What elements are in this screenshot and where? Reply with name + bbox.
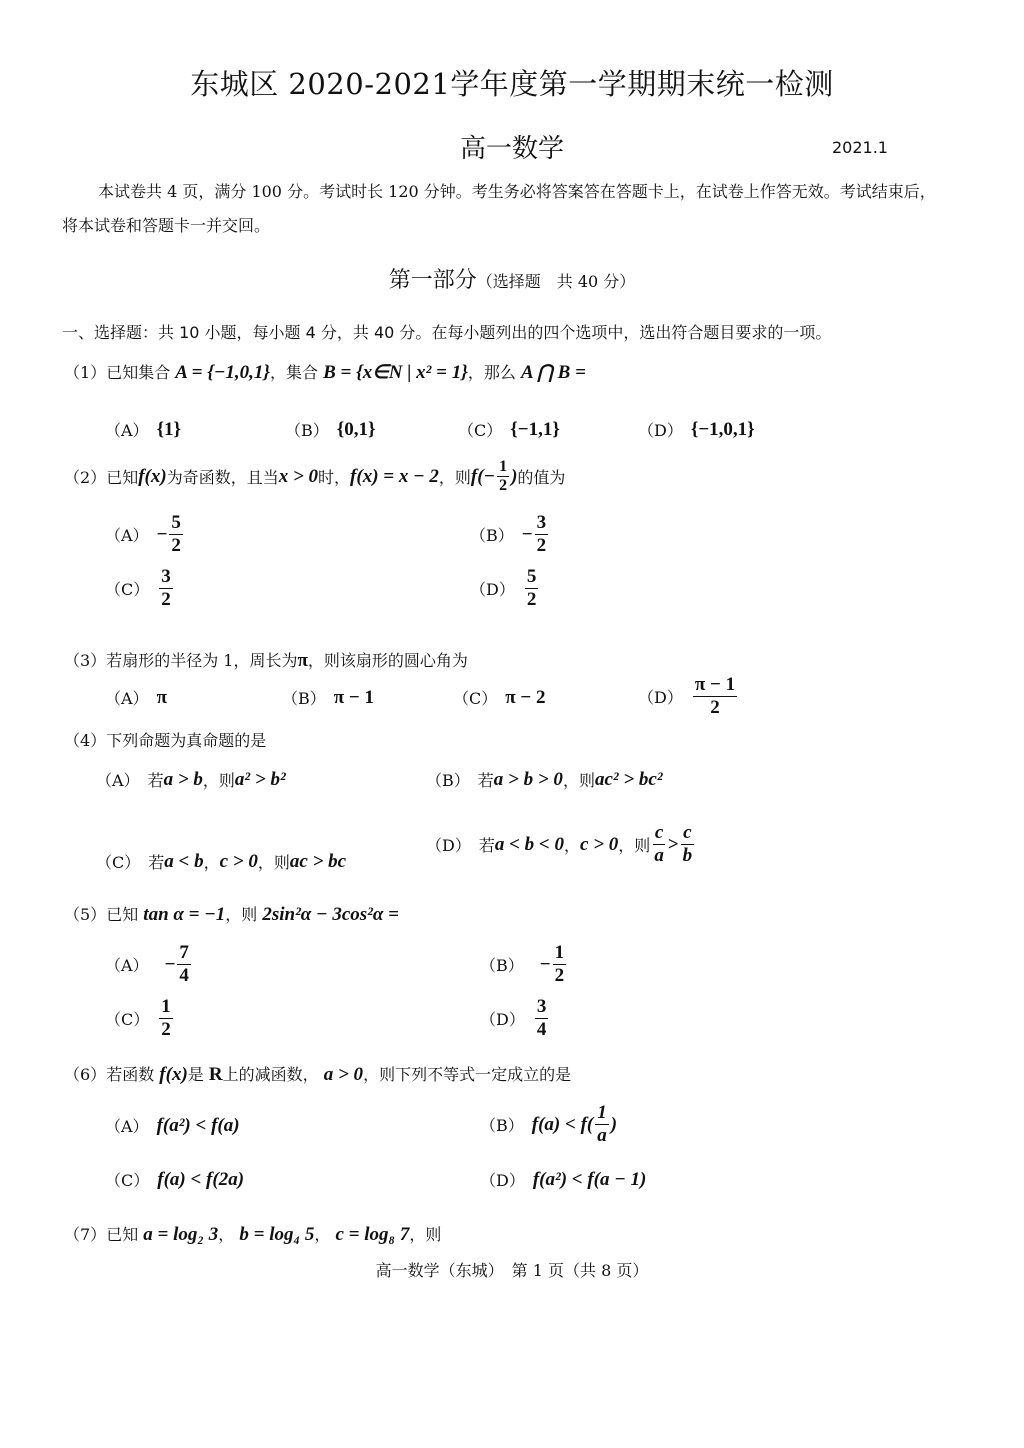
option-label: （A） [96,771,140,790]
q6-option-a[interactable] [105,1114,240,1137]
question-text: 已知 [106,468,139,487]
conclusion: ac > bc [289,850,347,872]
fraction [525,566,539,611]
part-heading [0,263,1024,294]
denominator: 2 [499,477,508,494]
part-note: （选择题 共 40 分） [476,272,636,291]
option-label: （C） [105,1010,150,1029]
option-text: 若 [148,853,165,872]
option-label: （D） [638,421,683,440]
denominator: 2 [710,697,720,718]
question-text: 是 [187,1065,204,1084]
q1-option-c[interactable] [458,418,560,441]
sign: − [521,523,533,545]
q4-option-b[interactable] [426,768,663,791]
part-title: 第一部分 [388,268,477,293]
question-6 [64,1062,571,1086]
fraction [535,512,549,557]
question-text: ，则 [409,1225,442,1244]
option-value: f(a²) < f(a − 1) [532,1168,647,1190]
option-value: ) [610,1113,618,1135]
q2-option-c[interactable] [105,566,175,611]
q2-option-d[interactable] [470,566,540,611]
premise: a < b [164,850,204,872]
conclusion: ac² > bc² [594,768,663,790]
intersection-expr: A ⋂ B = [520,362,586,383]
greater-than: > [667,833,679,855]
value-a: a = log₂ 3 [143,1224,219,1245]
q1-option-b[interactable] [285,418,376,441]
call-suffix: ) [511,465,518,487]
question-1 [64,360,586,384]
option-value: π [156,686,167,708]
q3-option-b[interactable] [282,686,374,709]
q4-option-a[interactable] [96,768,286,791]
option-label: （D） [480,1171,525,1190]
denominator: 4 [536,1019,547,1040]
question-text: 已知集合 [106,363,171,382]
question-text: ，则下列不等式一定成立的是 [363,1065,572,1084]
question-number: （4） [64,731,107,750]
question-number: （3） [64,651,107,670]
denominator: 2 [554,965,565,986]
option-label: （A） [105,689,149,708]
question-text: ，则 [225,905,258,924]
option-label: （A） [105,526,149,545]
numerator: 5 [526,566,537,587]
option-text: 若 [147,771,164,790]
denominator: 2 [161,1019,171,1040]
q1-option-a[interactable] [105,418,181,441]
value-c: c = log₈ 7 [335,1224,410,1245]
q6-option-c[interactable] [105,1168,244,1191]
question-text: 时， [318,468,351,487]
question-text: 为奇函数，且当 [166,468,279,487]
section-heading: 一、选择题：共 10 小题，每小题 4 分，共 40 分。在每小题列出的四个选项中，选出符合题目要求的一项。 [62,323,832,342]
denominator: 2 [536,535,547,556]
function-f: f(x) [159,1064,188,1085]
option-label: （B） [470,526,514,545]
numerator: 7 [179,942,189,963]
fraction [652,822,666,867]
fraction [693,674,737,719]
question-text: 若函数 [106,1065,155,1084]
option-value: π − 2 [505,686,546,708]
denominator: 2 [526,589,537,610]
numerator: 3 [536,512,547,533]
fraction [535,996,549,1041]
q6-option-b[interactable] [480,1102,617,1147]
option-text: 若 [477,771,494,790]
function-definition: f(x) = x − 2 [350,465,439,487]
option-label: （C） [453,689,498,708]
question-text: 已知 [106,1225,139,1244]
question-text: ，则该扇形的圆心角为 [307,651,468,670]
call-prefix: f(− [470,465,496,487]
option-label: （C） [105,580,150,599]
option-value: {1} [156,418,182,440]
premise: c > 0 [219,850,258,872]
option-value: {−1,1} [510,418,560,440]
q3-option-d[interactable] [638,674,739,719]
question-text: 的值为 [517,468,566,487]
question-7 [64,1222,441,1246]
q6-option-d[interactable] [480,1168,646,1191]
option-label: （A） [105,421,149,440]
option-text: 若 [478,836,495,855]
premise: a > b [163,768,203,790]
q2-option-b[interactable] [470,512,550,557]
fraction [159,996,173,1041]
numerator: c [683,822,692,843]
sign: − [164,953,176,975]
option-label: （B） [480,956,524,975]
expression: 2sin²α − 3cos²α = [262,904,399,925]
option-label: （A） [105,956,149,975]
numerator: 1 [597,1102,607,1123]
option-label: （C） [105,1171,150,1190]
intro-paragraph: 本试卷共 4 页，满分 100 分。考试时长 120 分钟。考生务必将答案答在答题卡上，在试卷上作答无效。考试结束后，将本试卷和答题卡一并交回。 [62,182,936,235]
option-value: {−1,0,1} [690,418,755,440]
numerator: 1 [554,942,565,963]
option-value: f(a) < f(2a) [157,1168,245,1190]
q5-option-d[interactable] [480,996,550,1041]
sign: − [156,523,168,545]
question-text: ，则 [438,468,471,487]
q4-option-c[interactable] [96,850,346,873]
numerator: 1 [499,458,508,475]
numerator: 1 [161,996,171,1017]
option-label: （B） [480,1116,524,1135]
fraction [595,1102,609,1147]
option-value: f(a²) < f(a) [156,1114,240,1136]
subject-title: 高一数学 [459,134,564,164]
denominator: 2 [171,535,181,556]
option-label: （D） [638,688,683,707]
pi-symbol: π [297,650,308,671]
question-2 [64,458,565,495]
q3-option-a[interactable] [105,686,167,709]
real-set: R [208,1064,223,1085]
denominator: 2 [161,589,171,610]
q4-option-d[interactable] [426,822,696,867]
option-label: （A） [105,1117,149,1136]
numerator: 3 [536,996,547,1017]
question-number: （2） [64,468,107,487]
option-text: ，则 [202,771,235,790]
exam-date: 2021.1 [832,138,888,157]
option-text: ， [564,836,581,855]
question-text: ， [314,1225,331,1244]
question-text: ， [218,1225,235,1244]
question-text: 上的减函数， [222,1065,319,1084]
question-text: 若扇形的半径为 1，周长为 [106,651,298,670]
function-f: f(x) [138,465,167,487]
q3-option-c[interactable] [453,686,546,709]
question-text: ，那么 [467,363,516,382]
question-text: ，集合 [270,363,319,382]
numerator: c [654,822,664,843]
numerator: 5 [171,512,181,533]
condition: tan α = −1 [143,904,226,925]
option-label: （B） [426,771,470,790]
q2-option-a[interactable] [105,512,185,557]
option-value: f(a) < f( [531,1113,594,1135]
conclusion: a² > b² [234,768,286,790]
numerator: π − 1 [694,674,736,695]
q5-option-c[interactable] [105,996,175,1041]
q5-option-b[interactable] [480,942,568,987]
option-text: ， [203,853,220,872]
fraction [169,512,183,557]
q5-option-a[interactable] [105,942,193,987]
option-text: ，则 [562,771,595,790]
option-label: （D） [426,836,471,855]
q1-option-d[interactable] [638,418,755,441]
denominator: a [597,1125,607,1146]
denominator: b [682,845,693,866]
question-number: （7） [64,1225,107,1244]
sign: − [539,953,551,975]
question-number: （6） [64,1065,107,1084]
question-text: 下列命题为真命题的是 [106,731,267,750]
option-value: {0,1} [336,418,376,440]
premise: c > 0 [580,833,619,855]
option-text: ，则 [618,836,651,855]
set-a: A = {−1,0,1} [175,362,270,383]
numerator: 3 [161,566,171,587]
option-label: （C） [96,853,141,872]
condition: x > 0 [278,465,319,487]
question-5 [64,902,399,926]
fraction [177,942,191,987]
option-label: （B） [285,421,329,440]
option-value: π − 1 [333,686,375,708]
page-footer: 高一数学（东城） 第 1 页（共 8 页） [375,1261,649,1280]
exam-title: 东城区 2020-2021学年度第一学期期末统一检测 [190,67,834,101]
question-3 [64,648,468,672]
set-b: B = {x∈N | x² = 1} [323,362,468,383]
question-number: （1） [64,363,107,382]
question-4 [64,728,266,751]
fraction [553,942,567,987]
option-label: （D） [480,1010,525,1029]
fraction [159,566,173,611]
denominator: a [654,845,664,866]
condition: a > 0 [323,1064,364,1085]
fraction [681,822,695,867]
premise: a < b < 0 [494,833,565,855]
option-label: （C） [458,421,503,440]
option-text: ，则 [257,853,290,872]
option-label: （B） [282,689,326,708]
denominator: 4 [179,965,189,986]
premise: a > b > 0 [493,768,563,790]
value-b: b = log₄ 5 [239,1224,315,1245]
question-number: （5） [64,905,107,924]
option-label: （D） [470,580,515,599]
question-text: 已知 [106,905,139,924]
fraction [497,458,509,495]
